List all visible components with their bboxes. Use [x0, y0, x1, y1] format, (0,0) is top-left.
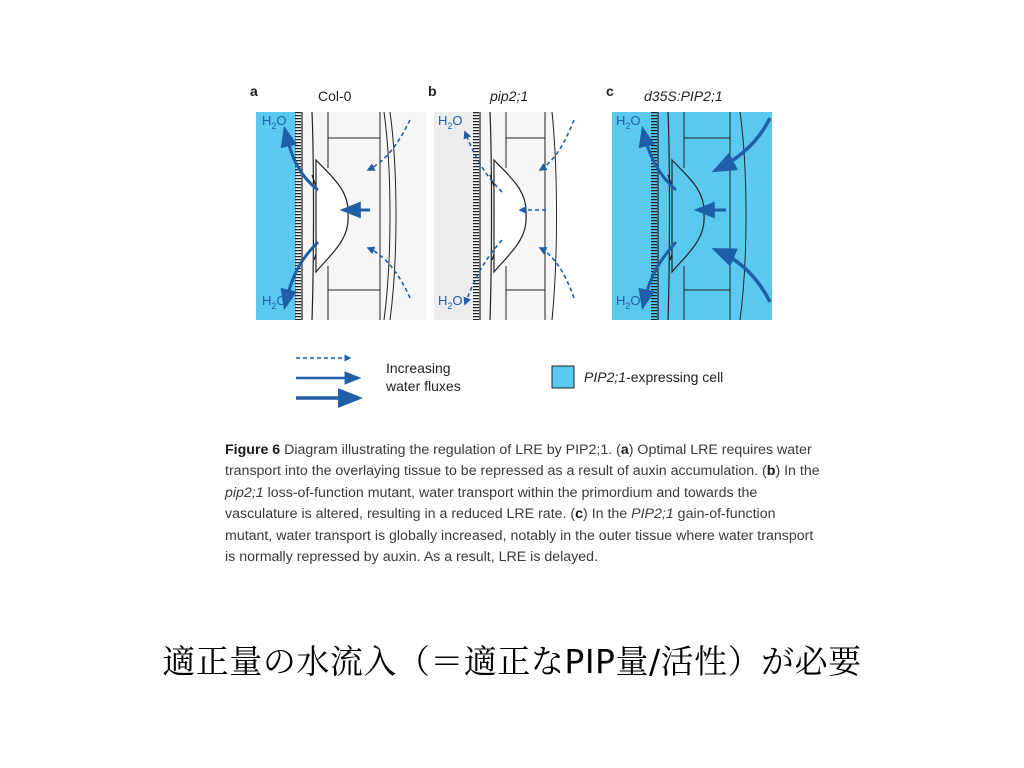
caption-italic: pip2;1	[225, 484, 264, 501]
caption-text: ) Optimal LRE requires water transport into the overlaying tissue to be repressed as a result of auxin accumulation. (	[225, 442, 812, 480]
slide-conclusion-text: 適正量の水流入（＝適正なPIP量/活性）が必要	[162, 642, 862, 681]
legend-flux-line1: Increasing	[386, 360, 451, 376]
caption-text: ) In the	[583, 506, 632, 523]
panel-b	[428, 83, 574, 320]
legend-cell-italic: PIP2;1	[584, 369, 627, 385]
svg-text:H2O: $H_2O$	[616, 293, 641, 311]
svg-text:H2O: $H_2O$	[262, 293, 287, 311]
figure-label: Figure 6	[225, 442, 281, 458]
caption-label-b: b	[766, 463, 776, 480]
caption-text: ) In the	[775, 463, 820, 480]
panel-a	[250, 83, 426, 320]
svg-text:H2O: $H_2O$	[262, 113, 287, 131]
caption-label-a: a	[620, 442, 629, 458]
panel-b-outer	[434, 112, 474, 320]
panel-a-title: Col-0	[318, 88, 352, 104]
panel-c-letter: c	[606, 83, 614, 99]
caption-italic: PIP2;1	[631, 506, 674, 523]
caption-text: gain-of-function mutant, water transport is globally increased, notably in the outer tissue where water transport is normally repressed by auxin. As a result, LRE is delayed.	[225, 506, 814, 566]
panel-c-title: d35S:PIP2;1	[644, 88, 723, 104]
legend	[296, 358, 723, 398]
caption-label-c: c	[575, 506, 584, 523]
svg-text:PIP2;1-expressing cell	[584, 369, 723, 385]
panel-c	[606, 83, 772, 320]
figure-diagram	[240, 80, 800, 420]
svg-text:H2O: $H_2O$	[438, 293, 463, 311]
caption-text: Diagram illustrating the regulation of LRE by PIP2;1. (	[280, 442, 621, 458]
figure-caption	[225, 440, 825, 568]
caption-text: loss-of-function mutant, water transport within the primordium and towards the vasculature is altered, resulting in a reduced LRE rate. (	[225, 484, 758, 523]
svg-text:H2O: $H_2O$	[616, 113, 641, 131]
legend-flux-line2: water fluxes	[386, 378, 461, 394]
legend-cyan-swatch	[552, 366, 574, 388]
svg-text:H2O: $H_2O$	[438, 113, 463, 131]
panel-b-letter: b	[428, 83, 437, 99]
panel-a-letter: a	[250, 83, 258, 99]
panel-b-title: pip2;1	[490, 88, 529, 104]
legend-cell-rest: -expressing cell	[626, 369, 724, 385]
